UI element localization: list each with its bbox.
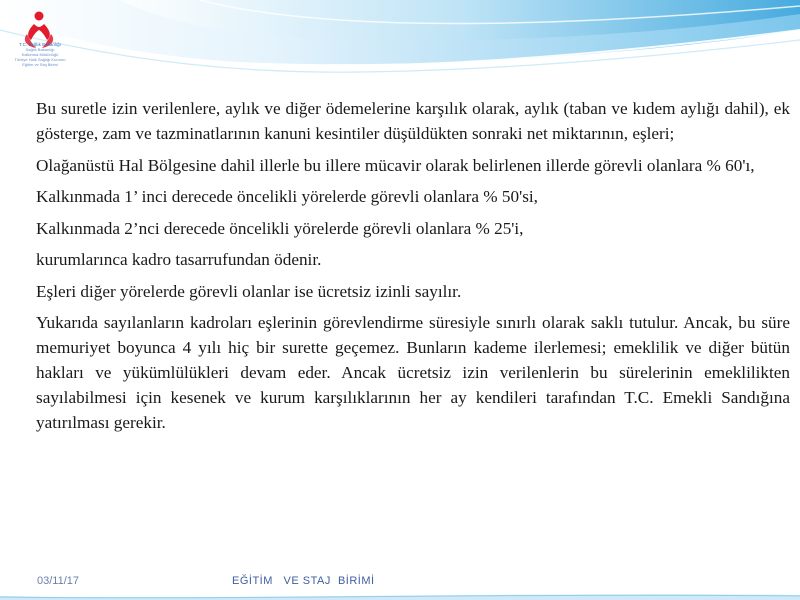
paragraph: Olağanüstü Hal Bölgesine dahil illerle bu illere mücavir olarak belirlenen illerde görevli olanlara % 60'ı, — [36, 155, 755, 175]
logo-title: T.C. Sağlık Bakanlığı — [19, 42, 61, 47]
header-wave-decoration — [0, 0, 800, 90]
footer-date: 03/11/17 — [37, 575, 80, 587]
paragraph: Kalkınmada 1’ inci derecede öncelikli yörelerde görevli olanlara % 50'si, — [36, 187, 538, 206]
paragraph: Eşleri diğer yörelerde görevli olanlar ise ücretsiz izinli sayılır. — [36, 281, 462, 301]
paragraph: Bu suretle izin verilenlere, aylık ve diğer ödemelerine karşılık olarak, aylık (taban ve kıdem aylığı dahil), ek gösterge, zam ve tazminatlarının kanuni kesintiler düşüldükten sonraki net miktarının, eşleri; — [36, 99, 790, 143]
logo-line: Eğitim ve Staj Birimi — [22, 62, 58, 67]
footer-wave-decoration — [0, 590, 800, 600]
paragraph: Kalkınmada 2’nci derecede öncelikli yörelerde görevli olanlara % 25'i, — [36, 218, 524, 238]
logo-line: Kalkınma Müdürlüğü — [21, 52, 59, 57]
logo-line: Sağlık Bakanlığı — [25, 47, 55, 52]
logo-line: Türkiye Halk Sağlığı Kurumu — [14, 57, 66, 62]
paragraph: kurumlarınca kadro tasarrufundan ödenir. — [36, 250, 322, 269]
paragraph: Yukarıda sayılanların kadroları eşlerinin görevlendirme süresiyle sınırlı olarak saklı tutulur. Ancak, bu süre memuriyet boyunca 4 yılı hiç bir surette geçemez. Bunların kademe ilerlemesi; emeklilik ve diğer bütün hakları ve yükümlülükleri devam eder. Ancak ücretsiz izin verilenlerin bu sürelerinin emeklilikten sayılabilmesi için kesenek ve kurum karşılıklarının her ay kendileri tarafından T.C. Emekli Sandığına yatırılması gerekir. — [36, 313, 790, 432]
logo-caption — [10, 42, 70, 67]
footer-unit-name: EĞİTİM VE STAJ BİRİMİ — [232, 575, 375, 587]
slide-body-text — [36, 96, 790, 442]
